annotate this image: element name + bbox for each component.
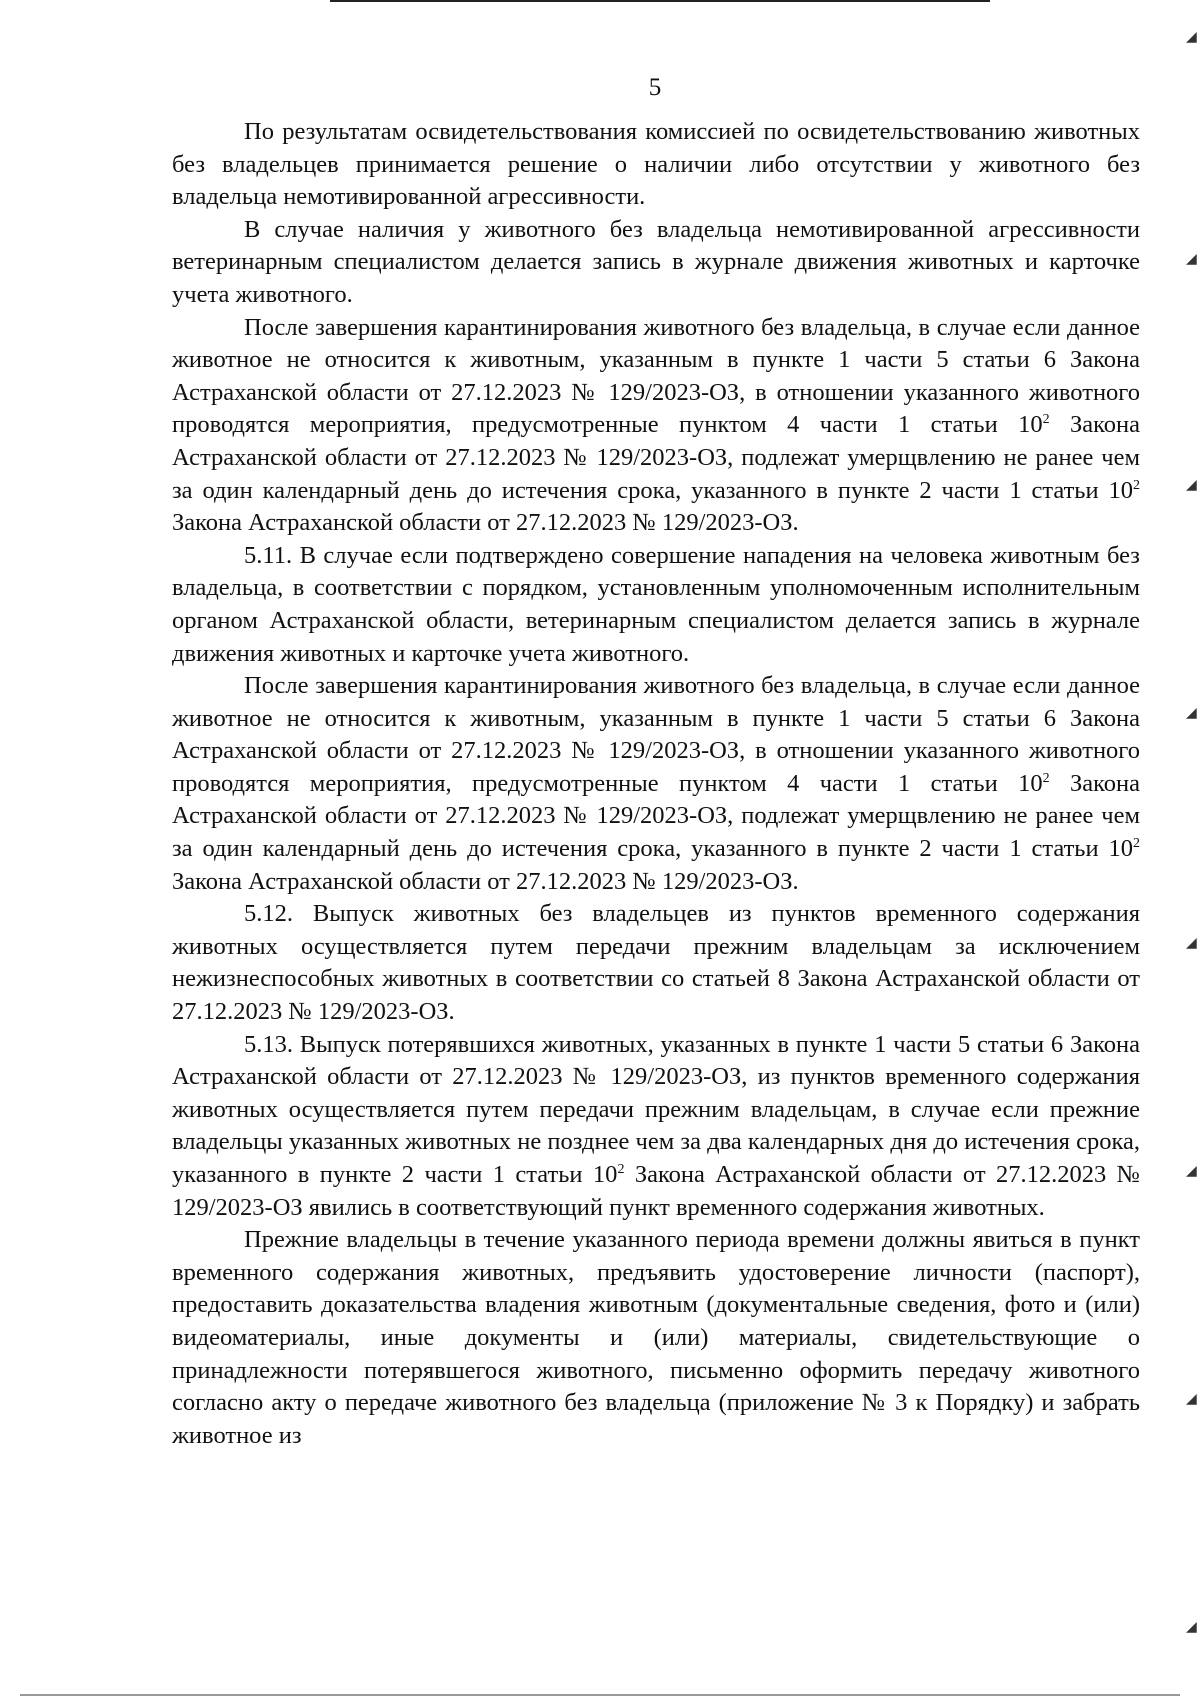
superscript: 2 bbox=[1133, 477, 1140, 493]
paragraph bbox=[172, 1029, 1140, 1225]
paragraph-text: В случае наличия у животного без владельца немотивированной агрессивности ветеринарным специалистом делается запись в журнале движения животных и карточке учета животного. bbox=[172, 215, 1140, 308]
paragraph bbox=[172, 116, 1140, 214]
scan-mark: ◢ bbox=[1186, 705, 1197, 721]
paragraph-text: 5.13. Выпуск потерявшихся животных, указанных в пункте 1 части 5 статьи 6 Закона Астраханской области от 27.12.2023 № 129/2023-ОЗ, из пунктов временного содержания животных осуществляется путем передачи прежним владельцам, в случае если прежние владельцы указанных животных не позднее чем за два календарных дня до истечения срока, указанного в пункте 2 части 1 статьи 10 bbox=[172, 1030, 1140, 1188]
paragraph bbox=[172, 214, 1140, 312]
paragraph bbox=[172, 540, 1140, 670]
superscript: 2 bbox=[1042, 412, 1050, 428]
scan-mark: ◢ bbox=[1186, 251, 1197, 267]
scan-bottom-edge bbox=[20, 1694, 1180, 1696]
scan-mark: ◢ bbox=[1186, 477, 1197, 493]
paragraph-text: Закона Астраханской области от 27.12.2023 № 129/2023-ОЗ, подлежат умерщвлению не ранее чем за один календарный день до истечения срока, указанного в пункте 2 части 1 статьи 10 bbox=[172, 769, 1140, 863]
paragraph-text: Закона Астраханской области от 27.12.2023 № 129/2023-ОЗ явились в соответствующий пункт временного содержания животных. bbox=[172, 1161, 1140, 1221]
paragraph-text: После завершения карантинирования животного без владельца, в случае если данное животное не относится к животным, указанным в пункте 1 части 5 статьи 6 Закона Астраханской области от 27.12.2023 № 129/2023-ОЗ, в отношении указанного животного проводятся мероприятия, предусмотренные пунктом 4 части 1 статьи 10 bbox=[172, 672, 1140, 797]
paragraph-text: После завершения карантинирования животного без владельца, в случае если данное животное не относится к животным, указанным в пункте 1 части 5 статьи 6 Закона Астраханской области от 27.12.2023 № 129/2023-ОЗ, в отношении указанного животного проводятся мероприятия, предусмотренные пунктом 4 части 1 статьи 10 bbox=[172, 313, 1140, 439]
paragraph-text: 5.12. Выпуск животных без владельцев из пунктов временного содержания животных осуществляется путем передачи прежним владельцам за исключением нежизнеспособных животных в соответствии со статьей 8 Закона Астраханской области от 27.12.2023 № 129/2023-ОЗ. bbox=[172, 900, 1140, 1026]
superscript: 2 bbox=[617, 1162, 625, 1177]
paragraph-text: 5.11. В случае если подтверждено совершение нападения на человека животным без владельца, в соответствии с порядком, установленным уполномоченным исполнительным органом Астраханской области, ветеринарным специалистом делается запись в журнале движения животных и карточке учета животного. bbox=[172, 541, 1140, 667]
scan-top-edge bbox=[330, 0, 990, 2]
page-number: 5 bbox=[648, 74, 662, 101]
paragraph-text: Прежние владельцы в течение указанного периода времени должны явиться в пункт временного содержания животных, предъявить удостоверение личности (паспорт), предоставить доказательства владения животным (документальные сведения, фото и (или) видеоматериалы, иные документы и (или) материалы, свидетельствующие о принадлежности потерявшегося животного, письменно оформить передачу животного согласно акту о передаче животного без владельца (приложение № 3 к Порядку) и забрать животное из bbox=[172, 1226, 1140, 1449]
paragraph-text: Закона Астраханской области от 27.12.2023 № 129/2023-ОЗ. bbox=[172, 867, 799, 895]
paragraph-text: По результатам освидетельствования комиссией по освидетельствованию животных без владельцев принимается решение о наличии либо отсутствии у животного без владельца немотивированной агрессивности. bbox=[172, 118, 1140, 211]
scan-mark: ◢ bbox=[1186, 1391, 1197, 1407]
paragraph bbox=[172, 670, 1140, 898]
paragraph bbox=[172, 898, 1140, 1028]
scan-mark: ◢ bbox=[1186, 29, 1197, 45]
scan-mark: ◢ bbox=[1186, 1619, 1197, 1635]
superscript: 2 bbox=[1042, 770, 1050, 786]
paragraph bbox=[172, 312, 1140, 540]
scan-mark: ◢ bbox=[1186, 935, 1197, 951]
paragraph-text: Закона Астраханской области от 27.12.2023 № 129/2023-ОЗ, подлежат умерщвлению не ранее чем за один календарный день до истечения срока, указанного в пункте 2 части 1 статьи 10 bbox=[172, 411, 1140, 504]
superscript: 2 bbox=[1133, 836, 1140, 852]
paragraph bbox=[172, 1224, 1140, 1452]
document-body bbox=[172, 116, 1140, 1452]
paragraph-text: Закона Астраханской области от 27.12.2023 № 129/2023-ОЗ. bbox=[172, 509, 799, 537]
scan-mark: ◢ bbox=[1186, 1163, 1197, 1179]
